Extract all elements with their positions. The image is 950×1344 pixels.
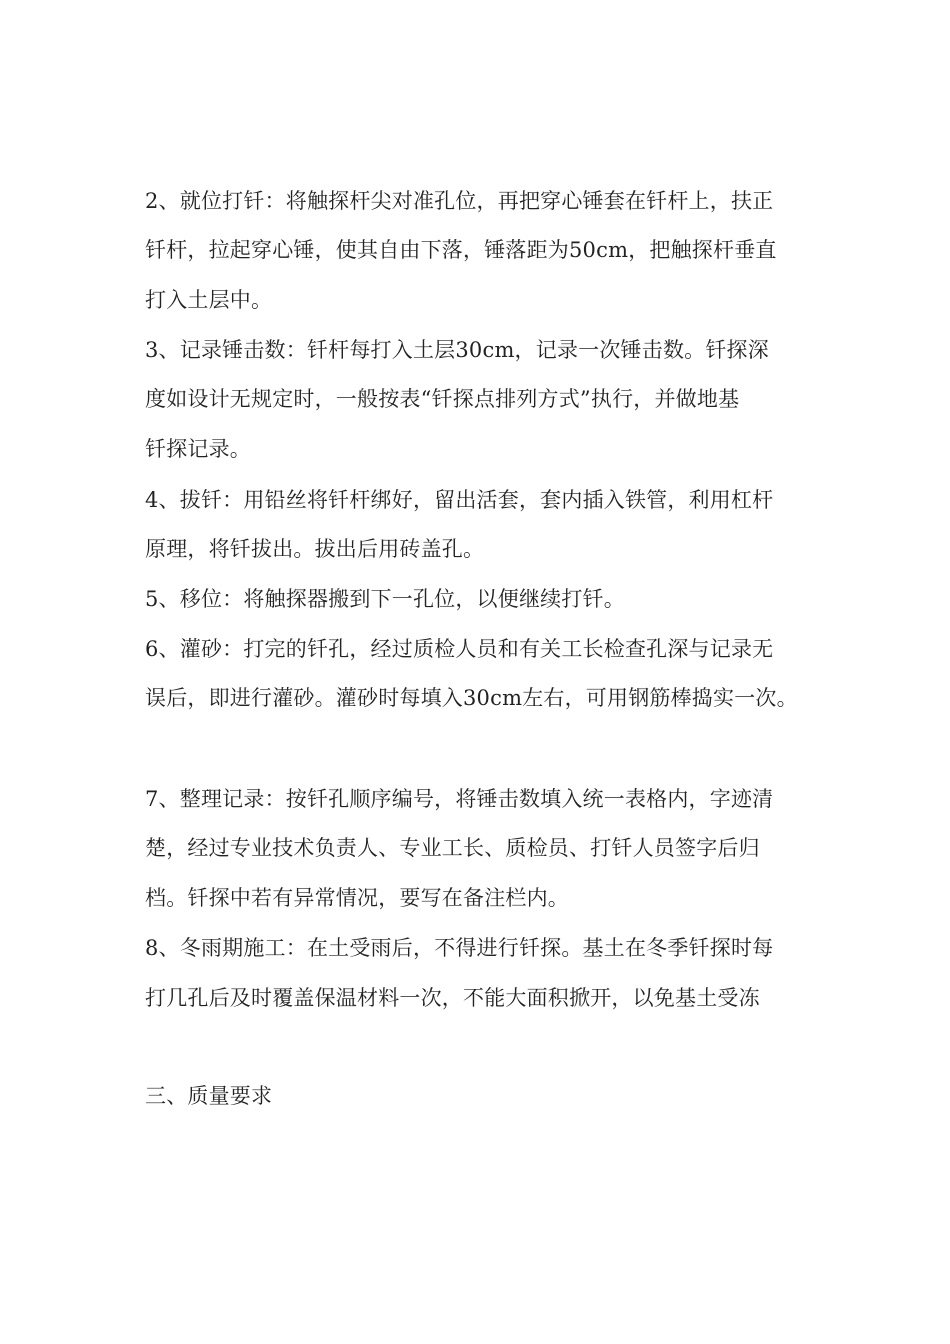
text-line: 打入土层中。 <box>145 288 273 312</box>
text-line: 钎探记录。 <box>145 437 251 461</box>
text-line: 7、整理记录：按钎孔顺序编号，将锤击数填入统一表格内，字迹清 <box>145 787 774 811</box>
text-line: 钎杆，拉起穿心锤，使其自由下落，锤落距为50cm，把触探杆垂直 <box>145 238 777 262</box>
text-line: 档。钎探中若有异常情况，要写在备注栏内。 <box>145 886 569 910</box>
text-line: 2、就位打钎：将触探杆尖对准孔位，再把穿心锤套在钎杆上，扶正 <box>145 189 774 213</box>
text-line: 4、拔钎：用铅丝将钎杆绑好，留出活套，套内插入铁管，利用杠杆 <box>145 488 774 512</box>
text-line: 5、移位：将触探器搬到下一孔位，以便继续打钎。 <box>145 587 625 611</box>
text-line: 打几孔后及时覆盖保温材料一次，不能大面积掀开，以免基土受冻 <box>145 986 760 1010</box>
section-heading: 三、质量要求 <box>145 1084 273 1108</box>
text-line: 度如设计无规定时，一般按表“钎探点排列方式”执行，并做地基 <box>145 387 740 411</box>
text-line: 误后，即进行灌砂。灌砂时每填入30cm左右，可用钢筋棒捣实一次。 <box>145 686 798 710</box>
text-line: 楚，经过专业技术负责人、专业工长、质检员、打钎人员签字后归 <box>145 836 760 860</box>
text-line: 原理，将钎拔出。拔出后用砖盖孔。 <box>145 537 485 561</box>
text-line: 3、记录锤击数：钎杆每打入土层30cm，记录一次锤击数。钎探深 <box>145 338 769 362</box>
text-line: 6、灌砂：打完的钎孔，经过质检人员和有关工长检查孔深与记录无 <box>145 637 774 661</box>
text-line: 8、冬雨期施工：在土受雨后，不得进行钎探。基土在冬季钎探时每 <box>145 936 774 960</box>
